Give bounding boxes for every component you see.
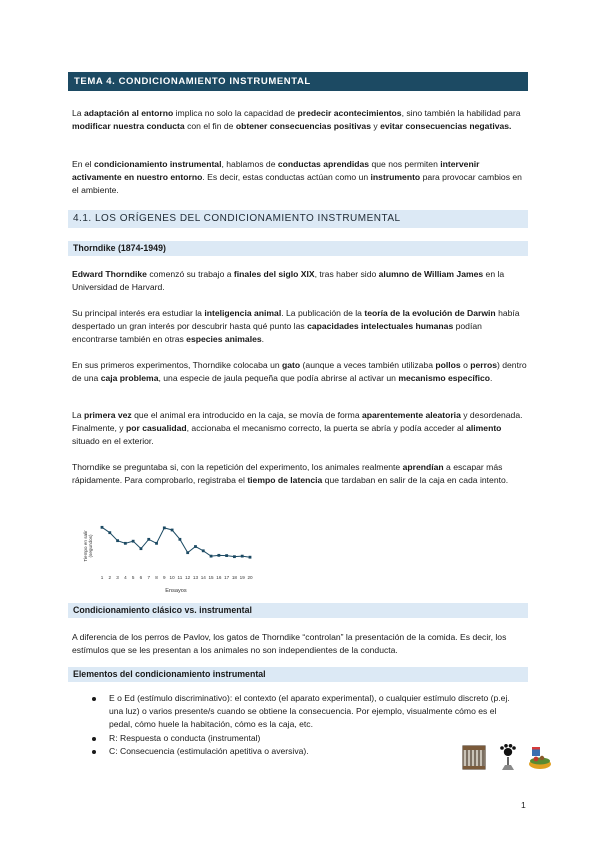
data-point <box>163 526 166 529</box>
x-tick-label: 17 <box>224 575 230 580</box>
thorndike-paragraph-5: Thorndike se preguntaba si, con la repetición del experimento, los animales realmente aprendían a escapar más rápidamente. Para comprobarlo, registraba el tiempo de latencia que tardaban en salir de la caja en cada intento. <box>72 462 509 486</box>
data-point <box>132 540 135 543</box>
data-point <box>147 538 150 541</box>
x-tick-label: 7 <box>147 575 151 580</box>
data-point <box>140 547 143 550</box>
list-item-text: C: Consecuencia (estimulación apetitiva o aversiva). <box>109 745 309 756</box>
x-tick-label: 1 <box>100 575 104 580</box>
data-point <box>101 526 104 529</box>
x-tick-label: 9 <box>163 575 166 580</box>
page-number: 1 <box>521 800 526 810</box>
bullet-dot <box>92 737 96 741</box>
x-tick-label: 5 <box>131 575 135 580</box>
cage-icon <box>463 746 485 769</box>
y-axis-label: Tiempo en salir <box>83 530 88 562</box>
x-tick-label: 12 <box>185 575 191 580</box>
paw-lever-icon <box>500 744 516 770</box>
data-point <box>249 556 252 559</box>
data-point <box>194 545 197 548</box>
thorndike-paragraph-1: Edward Thorndike comenzó su trabajo a finales del siglo XIX, tras haber sido alumno de William James en la Universidad de Harvard. <box>72 269 505 293</box>
intro-paragraph-1: La adaptación al entorno implica no solo la capacidad de predecir acontecimientos, sino también la habilidad para modificar nuestra conducta con el fin de obtener consecuencias positivas y evitar consecuencias negativas. <box>72 108 521 132</box>
x-tick-label: 8 <box>155 575 158 580</box>
x-tick-label: 16 <box>216 575 222 580</box>
elements-list <box>92 692 522 758</box>
data-point <box>155 542 158 545</box>
x-tick-label: 20 <box>247 575 253 580</box>
x-tick-label: 4 <box>124 575 127 580</box>
x-tick-label: 11 <box>177 575 183 580</box>
list-item <box>92 732 522 745</box>
x-tick-label: 19 <box>239 575 245 580</box>
data-point <box>178 538 181 541</box>
list-item-text: E o Ed (estímulo discriminativo): el contexto (el aparato experimental), o cualquier estímulo discreto (p.ej. una luz) o varios presente/s cuando se obtiene la consecuencia. Por ejemplo, visualmente cómo es el pedal, cómo huele la habitación, cómo es la caja, etc. <box>109 693 510 730</box>
thorndike-heading: Thorndike (1874-1949) <box>68 241 528 256</box>
list-item <box>92 692 522 732</box>
x-tick-label: 3 <box>116 575 119 580</box>
x-axis-label: Ensayos <box>165 588 187 594</box>
x-tick-label: 18 <box>231 575 237 580</box>
section-title: 4.1. LOS ORÍGENES DEL CONDICIONAMIENTO INSTRUMENTAL <box>68 210 528 228</box>
illustration-icons <box>462 744 558 772</box>
list-item-text: R: Respuesta o conducta (instrumental) <box>109 732 261 743</box>
elements-heading: Elementos del condicionamiento instrumental <box>68 667 528 682</box>
list-item <box>92 745 522 758</box>
data-point <box>217 554 220 557</box>
x-tick-label: 6 <box>139 575 143 580</box>
data-point <box>233 555 236 558</box>
food-icon <box>529 747 551 769</box>
x-tick-label: 10 <box>169 575 175 580</box>
comparison-paragraph: A diferencia de los perros de Pavlov, los gatos de Thorndike “controlan” la presentación de la comida. Es decir, los estímulos que se les presentan a los animales no son independientes de la conducta. <box>72 632 507 656</box>
data-point <box>108 531 111 534</box>
data-point <box>124 542 127 545</box>
thorndike-paragraph-3: En sus primeros experimentos, Thorndike colocaba un gato (aunque a veces también utilizaba pollos o perros) dentro de una caja problema, una especie de jaula pequeña que podía abrirse al activar un mecanismo específico. <box>72 360 527 384</box>
bullet-dot <box>92 697 96 701</box>
y-axis-label-unit: (segundos) <box>88 534 93 558</box>
comparison-heading: Condicionamiento clásico vs. instrumental <box>68 603 528 618</box>
data-point <box>171 529 174 532</box>
x-tick-label: 13 <box>192 575 199 580</box>
data-point <box>116 539 119 542</box>
data-point <box>186 551 189 554</box>
x-tick-label: 15 <box>208 575 214 580</box>
thorndike-paragraph-4: La primera vez que el animal era introducido en la caja, se movía de forma aparentemente aleatoria y desordenada. Finalmente, y por casualidad, accionaba el mecanismo correcto, la puerta se abría y podía acceder al alimento situado en el exterior. <box>72 410 523 447</box>
data-point <box>210 555 213 558</box>
chapter-title: TEMA 4. CONDICIONAMIENTO INSTRUMENTAL <box>68 72 528 91</box>
latency-line-chart <box>78 516 260 598</box>
data-point <box>225 554 228 557</box>
data-point <box>202 549 205 552</box>
data-point <box>241 555 244 558</box>
thorndike-paragraph-2: Su principal interés era estudiar la inteligencia animal. La publicación de la teoría de la evolución de Darwin había despertado un gran interés por descubrir hasta qué punto las capacidades intelectuales humanas podían encontrarse también en otras especies animales. <box>72 308 520 345</box>
bullet-dot <box>92 750 96 754</box>
intro-paragraph-2: En el condicionamiento instrumental, hablamos de conductas aprendidas que nos permiten intervenir activamente en nuestro entorno. Es decir, estas conductas actúan como un instrumento para provocar cambios en el ambiente. <box>72 159 522 196</box>
x-tick-label: 14 <box>200 575 206 580</box>
x-tick-label: 2 <box>108 575 112 580</box>
